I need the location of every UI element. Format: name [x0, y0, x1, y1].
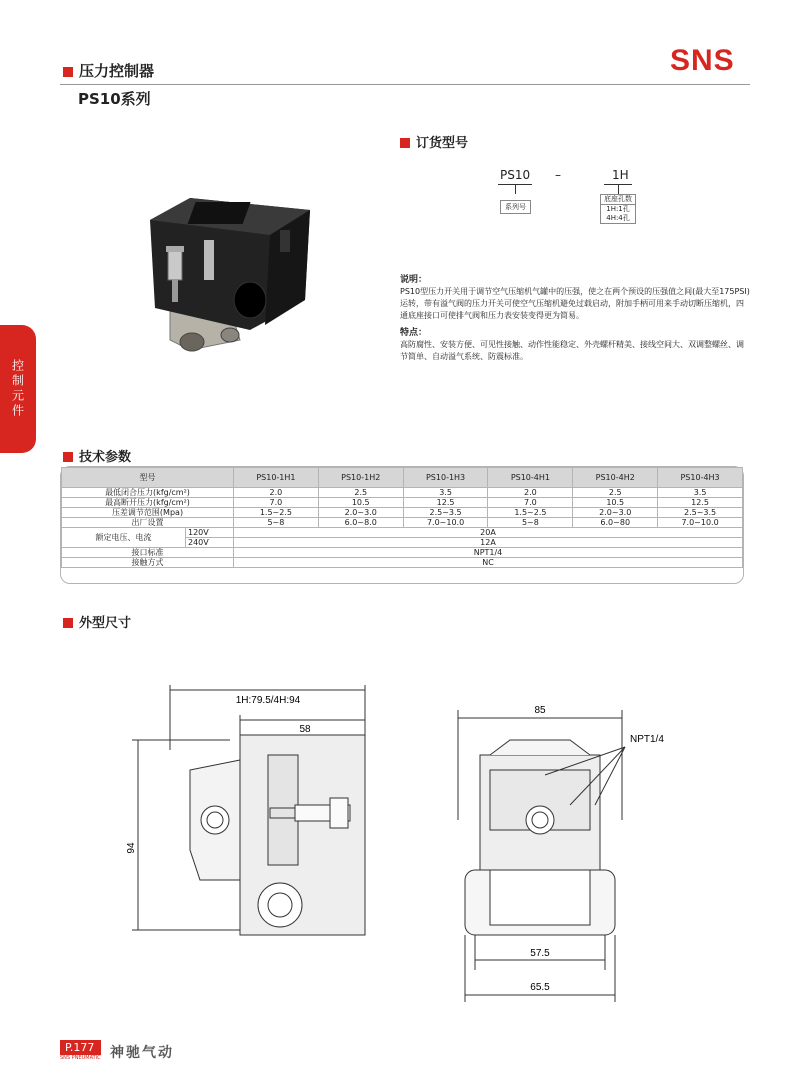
spec-header-row: 型号 PS10-1H1 PS10-1H2 PS10-1H3 PS10-4H1 PS10-4H2 PS10-4H3 — [62, 468, 743, 488]
code-series: PS10 — [500, 168, 531, 182]
description-block: 说明： PS10型压力开关用于调节空气压缩机气罐中的压强，使之在两个预设的压强值之间(最大至175PSI)运转，带有溢气阀的压力开关可使空气压缩机避免过载启动，附加手柄可用来手动切断压缩机，四通底座接口可使排气阀和压力表安装变得更为简易。 特点： 高防腐性、安装方便、可见性接触、动作性能稳定、外壳螺杆精美、接线空间大、双调整螺丝、调节简单、自动溢气系统、防震标准。 — [400, 275, 750, 361]
specs-heading: 技术参数 — [63, 446, 131, 465]
dim-total-width: 1H:79.5/4H:94 — [235, 695, 301, 706]
table-row: 接口标准 NPT1/4 — [62, 548, 743, 558]
table-row: 压差调节范围(Mpa) 1.5~2.5 2.0~3.0 2.5~3.5 1.5~2.5 2.0~3.0 2.5~3.5 — [62, 508, 743, 518]
page-title: 压力控制器 — [63, 60, 154, 81]
dim-65-5: 65.5 — [530, 982, 550, 993]
table-row: 出厂设置 5~8 6.0~8.0 7.0~10.0 5~8 6.0~80 7.0~10.0 — [62, 518, 743, 528]
table-row: 最高断开压力(kfg/cm²) 7.0 10.5 12.5 7.0 10.5 12.5 — [62, 498, 743, 508]
page-number-badge: P.177 SNS PNEUMATIC — [60, 1041, 101, 1061]
dim-57-5: 57.5 — [530, 948, 550, 959]
spec-table-wrapper — [60, 466, 744, 584]
dim-58: 58 — [299, 724, 311, 735]
product-photo — [130, 190, 330, 370]
table-row: 最低闭合压力(kfg/cm²) 2.0 2.5 3.5 2.0 2.5 3.5 — [62, 488, 743, 498]
table-row: 额定电压、电流 120V 20A — [62, 528, 743, 538]
npt-label: NPT1/4 — [630, 734, 664, 745]
side-view-drawing — [120, 680, 380, 960]
footer-brand: 神驰气动 — [110, 1045, 174, 1061]
front-view-drawing — [450, 690, 664, 1010]
dim-85: 85 — [534, 705, 546, 716]
code-dash: – — [555, 168, 561, 182]
code-hole: 1H — [612, 168, 629, 182]
header-divider — [60, 84, 750, 85]
series-title: PS10系列 — [78, 90, 151, 108]
table-row: 240V 12A — [62, 538, 743, 548]
spec-table — [61, 467, 743, 568]
label-hole-box: 底座孔数 1H:1孔 4H:4孔 — [600, 194, 636, 224]
dims-heading: 外型尺寸 — [63, 612, 131, 631]
dim-94: 94 — [126, 842, 137, 854]
table-row: 接触方式 NC — [62, 558, 743, 568]
title-marker — [63, 67, 73, 77]
label-series-box: 系列号 — [500, 194, 531, 214]
side-category-tab[interactable]: 控制元件 — [0, 325, 36, 453]
brand-logo: SNS — [670, 44, 735, 77]
ordering-heading: 订货型号 — [400, 132, 468, 151]
